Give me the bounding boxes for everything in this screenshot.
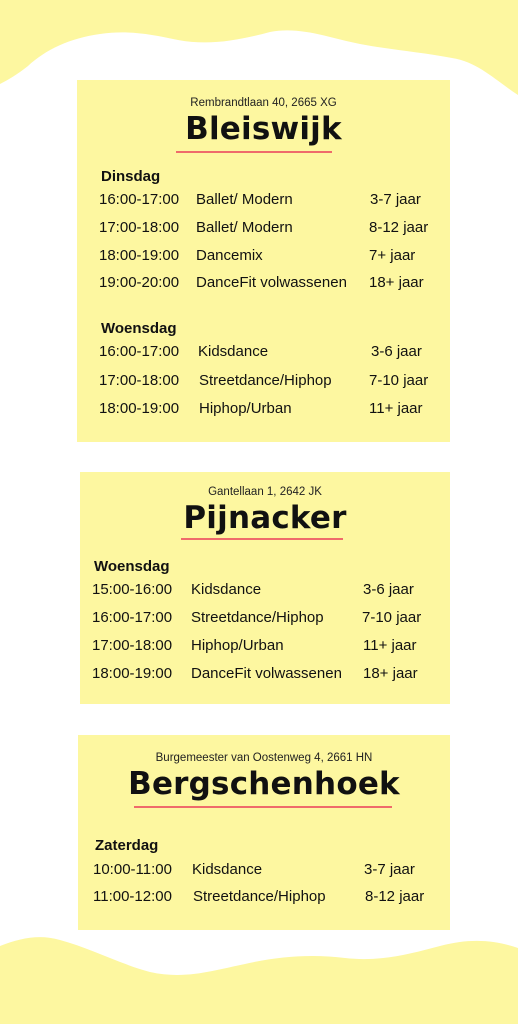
bottom-wave-decoration: [0, 934, 518, 1024]
class-name: Streetdance/Hiphop: [191, 609, 324, 626]
class-time: 18:00-19:00: [99, 400, 180, 417]
class-time: 16:00-17:00: [92, 609, 173, 626]
location-card-bleiswijk: [77, 80, 450, 442]
class-name: Hiphop/Urban: [191, 637, 284, 654]
class-name: Kidsdance: [192, 861, 263, 878]
class-age: 7-10 jaar: [362, 609, 422, 626]
class-name: Kidsdance: [191, 581, 262, 598]
class-time: 17:00-18:00: [99, 219, 180, 236]
class-age: 3-7 jaar: [370, 191, 421, 208]
title-underline: [181, 538, 343, 540]
class-name: Ballet/ Modern: [196, 219, 293, 236]
location-title: Bergschenhoek: [128, 766, 400, 802]
class-time: 10:00-11:00: [93, 861, 172, 878]
class-name: Hiphop/Urban: [199, 400, 292, 417]
class-time: 18:00-19:00: [99, 247, 180, 264]
class-age: 11+ jaar: [369, 400, 423, 417]
class-time: 17:00-18:00: [99, 372, 180, 389]
class-name: DanceFit volwassenen: [196, 274, 347, 291]
location-title: Pijnacker: [183, 500, 347, 536]
location-title: Bleiswijk: [185, 111, 342, 147]
location-address: Gantellaan 1, 2642 JK: [208, 486, 322, 498]
class-age: 3-7 jaar: [364, 861, 415, 878]
location-address: Burgemeester van Oostenweg 4, 2661 HN: [155, 752, 373, 764]
class-age: 7+ jaar: [369, 247, 416, 264]
day-heading: Woensdag: [94, 558, 170, 575]
day-heading: Zaterdag: [95, 837, 159, 854]
class-age: 7-10 jaar: [369, 372, 429, 389]
location-address: Rembrandtlaan 40, 2665 XG: [190, 97, 337, 109]
class-time: 15:00-16:00: [92, 581, 173, 598]
class-time: 11:00-12:00: [93, 888, 172, 905]
location-card-bergschenhoek: [78, 735, 450, 930]
class-name: Dancemix: [196, 247, 263, 264]
class-age: 8-12 jaar: [369, 219, 429, 236]
class-age: 18+ jaar: [363, 665, 418, 682]
class-time: 17:00-18:00: [92, 637, 173, 654]
day-heading: Dinsdag: [101, 168, 161, 185]
class-name: Ballet/ Modern: [196, 191, 293, 208]
class-name: Streetdance/Hiphop: [199, 372, 332, 389]
class-age: 3-6 jaar: [371, 343, 422, 360]
class-time: 18:00-19:00: [92, 665, 173, 682]
class-name: DanceFit volwassenen: [191, 665, 342, 682]
class-name: Streetdance/Hiphop: [193, 888, 326, 905]
day-heading: Woensdag: [101, 320, 177, 337]
class-age: 11+ jaar: [363, 637, 417, 654]
class-time: 19:00-20:00: [99, 274, 180, 291]
class-name: Kidsdance: [198, 343, 269, 360]
location-card-pijnacker: [80, 472, 450, 704]
class-time: 16:00-17:00: [99, 343, 180, 360]
title-underline: [176, 151, 332, 153]
class-age: 8-12 jaar: [365, 888, 425, 905]
title-underline: [134, 806, 392, 808]
class-age: 3-6 jaar: [363, 581, 414, 598]
class-time: 16:00-17:00: [99, 191, 180, 208]
class-age: 18+ jaar: [369, 274, 424, 291]
